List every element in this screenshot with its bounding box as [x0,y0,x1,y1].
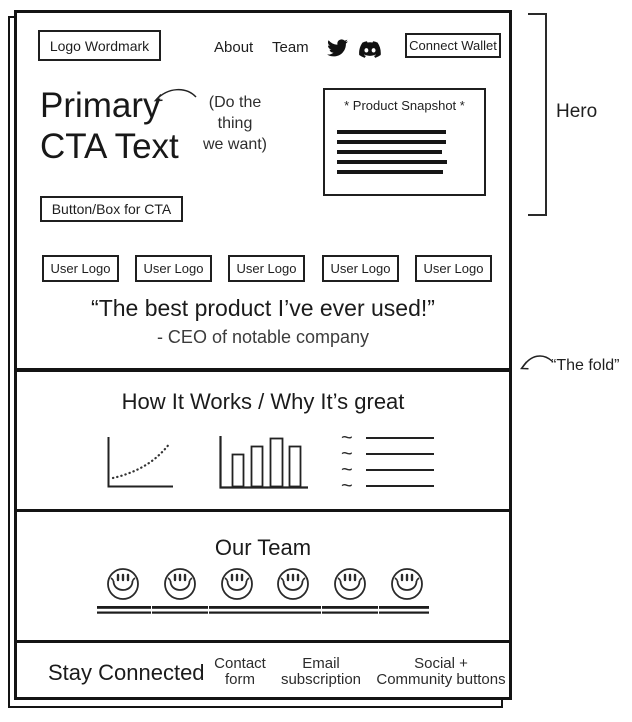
user-logo-box [415,255,492,282]
user-logo-label: User Logo [50,261,111,276]
product-snapshot-title: * Product Snapshot * [344,98,465,113]
user-logo-label: User Logo [330,261,391,276]
hero-bracket-label: Hero [556,101,598,122]
primary-cta-line2: CTA Text [40,127,179,166]
line-chart-sketch [104,431,178,493]
user-logo-box [135,255,212,282]
hero-bracket [528,13,547,216]
fold-divider-line [14,368,512,372]
snapshot-content-line [337,130,446,134]
team-avatars-row [97,566,429,618]
tilde-bullet: ~ [341,443,353,465]
cta-annotation-arrow [148,85,200,107]
how-it-works-heading: How It Works / Why It’s great [121,389,405,414]
feature-list-row [341,475,434,497]
user-logo-label: User Logo [143,261,204,276]
product-snapshot-box [323,88,486,196]
team-member-avatar [265,569,321,614]
team-member-avatar [209,569,265,614]
discord-icon[interactable] [359,41,381,58]
user-logo-label: User Logo [423,261,484,276]
bar-chart-sketch [217,431,313,493]
user-logo-box [42,255,119,282]
connect-wallet-label: Connect Wallet [409,38,497,53]
team-member-avatar [97,569,151,614]
fold-annotation-arrow [513,352,555,376]
cta-button[interactable] [40,196,183,222]
tilde-bullet: ~ [341,459,353,481]
footer-email-line2: subscription [280,670,362,688]
nav-link-about[interactable]: About [214,39,254,56]
team-member-avatar [379,569,429,614]
user-logo-box [228,255,305,282]
nav-link-team[interactable]: Team [272,39,309,56]
footer-social-line1: Social + [414,655,468,672]
user-logo-label: User Logo [236,261,297,276]
footer-social-line2: Community buttons [376,670,506,688]
footer-heading: Stay Connected [48,660,205,685]
footer-contact-form [205,656,275,687]
connect-wallet-button[interactable] [405,33,501,58]
testimonial-attribution: - CEO of notable company [156,327,370,347]
testimonial-quote: “The best product I’ve ever used!” [91,295,435,321]
twitter-icon[interactable] [327,39,348,57]
feature-text-line [366,437,434,439]
logo-wordmark-box[interactable] [38,30,161,61]
cta-button-label: Button/Box for CTA [51,201,172,217]
feature-text-line [366,469,434,471]
snapshot-content-line [337,140,446,144]
fold-annotation-label: “The fold” [551,357,620,374]
snapshot-content-line [337,150,442,154]
feature-list-row [341,459,434,481]
our-team-heading: Our Team [214,535,312,560]
tilde-bullet: ~ [341,475,353,497]
feature-list-row [341,427,434,449]
feature-list-row [341,443,434,465]
cta-annotation-line1: (Do the thing [208,94,262,132]
tilde-bullet: ~ [341,427,353,449]
feature-text-line [366,485,434,487]
team-member-avatar [322,569,378,614]
cta-annotation [190,92,280,155]
team-section-divider [14,509,512,512]
footer-social-buttons [372,656,510,687]
footer-email-subscription [275,656,367,687]
snapshot-content-line [337,160,447,164]
footer-contact-line2: form [225,670,255,688]
feature-list-sketch [341,427,434,497]
user-logo-box [322,255,399,282]
footer-email-line1: Email [302,655,340,672]
team-member-avatar [152,569,208,614]
footer-section-divider [14,640,512,643]
logo-wordmark-label: Logo Wordmark [49,37,150,54]
feature-text-line [366,453,434,455]
cta-annotation-line2: we want) [202,136,268,153]
primary-cta-line1: Primary [40,86,161,125]
footer-contact-line1: Contact [214,655,266,672]
snapshot-content-line [337,170,443,174]
